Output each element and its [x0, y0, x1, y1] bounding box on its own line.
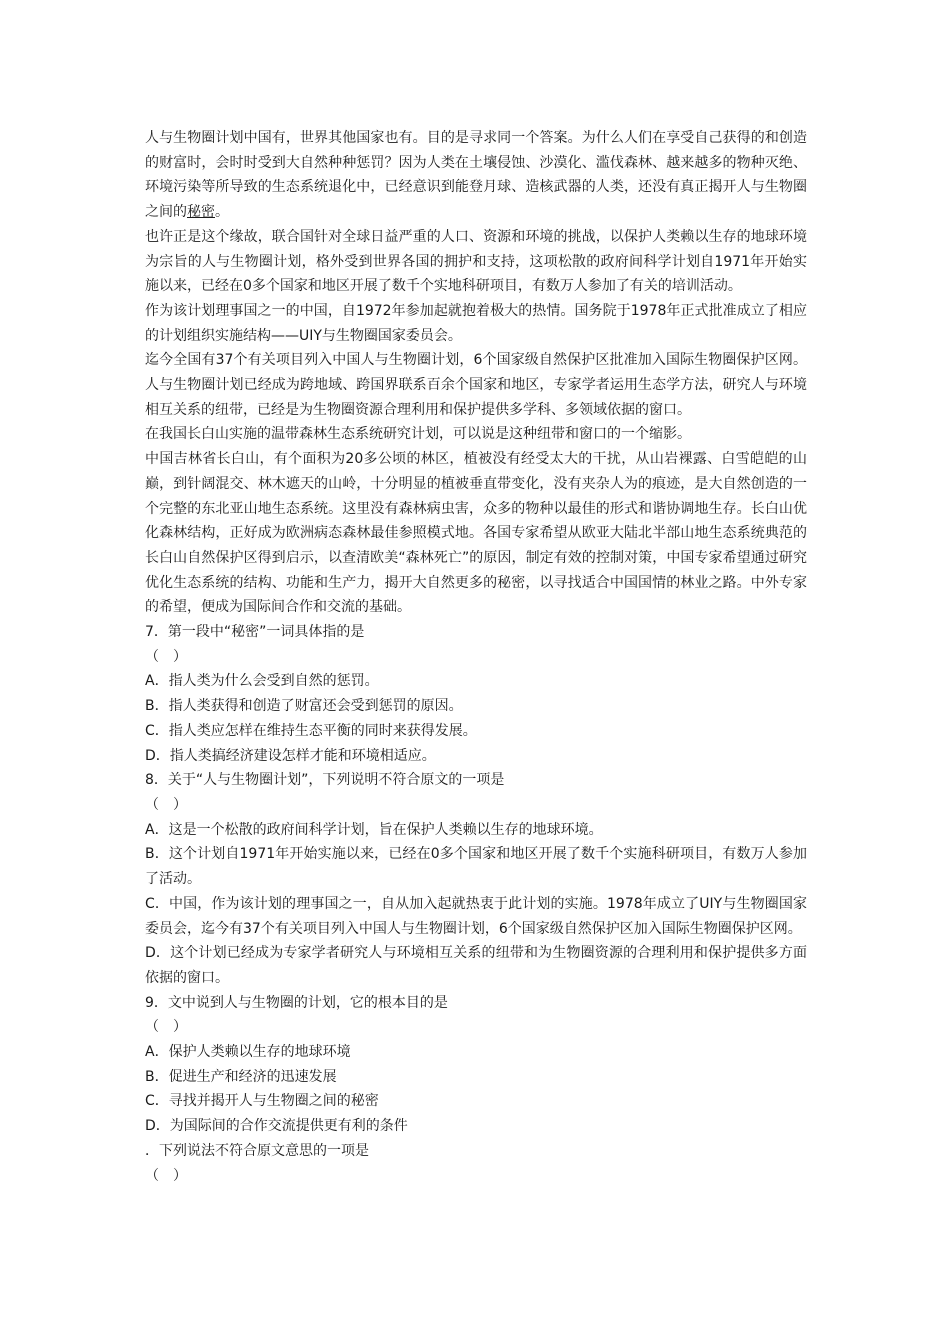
- question-10-blank: （ ）: [145, 1167, 187, 1184]
- question-9-option-b: B．促进生产和经济的迅速发展: [145, 1068, 337, 1085]
- paragraph-5: 在我国长白山实施的温带森林生态系统研究计划，可以说是这种纽带和窗口的一个缩影。: [145, 426, 691, 443]
- underlined-secret: 秘密: [187, 204, 215, 221]
- question-10-stem: ．下列说法不符合原文意思的一项是: [145, 1142, 369, 1159]
- paragraph-1-end: 。: [215, 204, 229, 221]
- question-7-option-b: B．指人类获得和创造了财富还会受到惩罚的原因。: [145, 698, 463, 715]
- question-7-stem: 7．第一段中“秘密”一词具体指的是: [145, 624, 365, 641]
- question-7-option-c: C．指人类应怎样在维持生态平衡的同时来获得发展。: [145, 722, 477, 739]
- question-7-blank: （ ）: [145, 648, 187, 665]
- question-9-option-a: A．保护人类赖以生存的地球环境: [145, 1044, 351, 1061]
- question-7-option-d: D．指人类搞经济建设怎样才能和环境相适应。: [145, 747, 436, 764]
- question-9-option-d: D．为国际间的合作交流提供更有利的条件: [145, 1118, 408, 1135]
- paragraph-1-text: 人与生物圈计划中国有，世界其他国家也有。目的是寻求同一个答案。为什么人们在享受自己获得的和创造的财富时，会时时受到大自然种种惩罚？因为人类在土壤侵蚀、沙漠化、滥伐森林、越来越多的物种灭绝、环境污染等所导致的生态系统退化中，已经意识到能登月球、造核武器的人类，还没有真正揭开人与生物圈之间的: [145, 130, 807, 221]
- question-8-option-c: C．中国，作为该计划的理事国之一，自从加入起就热衷于此计划的实施。1978年成立了UIY与生物圈国家委员会，迄今有37个有关项目列入中国人与生物圈计划，6个国家级自然保护区加入国际生物圈保护区网。: [145, 895, 807, 937]
- document-body: [145, 126, 807, 1188]
- question-8-option-a: A．这是一个松散的政府间科学计划，旨在保护人类赖以生存的地球环境。: [145, 821, 603, 838]
- question-9-option-c: C．寻找并揭开人与生物圈之间的秘密: [145, 1093, 379, 1110]
- paragraph-4: 迄今全国有37个有关项目列入中国人与生物圈计划，6个国家级自然保护区批准加入国际生物圈保护区网。人与生物圈计划已经成为跨地域、跨国界联系百余个国家和地区，专家学者运用生态学方法，研究人与环境相互关系的纽带，已经是为生物圈资源合理利用和保护提供多学科、多领域依据的窗口。: [145, 352, 807, 418]
- question-7-option-a: A．指人类为什么会受到自然的惩罚。: [145, 673, 379, 690]
- question-8-option-d: D．这个计划已经成为专家学者研究人与环境相互关系的纽带和为生物圈资源的合理利用和保护提供多方面依据的窗口。: [145, 945, 807, 986]
- paragraph-3: 作为该计划理事国之一的中国，自1972年参加起就抱着极大的热情。国务院于1978年正式批准成立了相应的计划组织实施结构——UIY与生物圈国家委员会。: [145, 302, 807, 344]
- paragraph-1: [145, 126, 807, 225]
- paragraph-2: 也许正是这个缘故，联合国针对全球日益严重的人口、资源和环境的挑战，以保护人类赖以生存的地球环境为宗旨的人与生物圈计划，格外受到世界各国的拥护和支持，这项松散的政府间科学计划自1971年开始实施以来，已经在0多个国家和地区开展了数千个实地科研项目，有数万人参加了有关的培训活动。: [145, 228, 807, 295]
- question-8-blank: （ ）: [145, 796, 187, 813]
- paragraph-6: 中国吉林省长白山，有个面积为20多公顷的林区，植被没有经受太大的干扰，从山岩裸露、白雪皑皑的山巅，到针阔混交、林木遮天的山岭，十分明显的植被垂直带变化，没有夹杂人为的痕迹，是大自然创造的一个完整的东北亚山地生态系统。这里没有森林病虫害，众多的物种以最佳的形式和谐协调地生存。长白山优化森林结构，正好成为欧洲病态森林最佳参照模式地。各国专家希望从欧亚大陆北半部山地生态系统典范的长白山自然保护区得到启示，以查清欧美“森林死亡”的原因，制定有效的控制对策，中国专家希望通过研究优化生态系统的结构、功能和生产力，揭开大自然更多的秘密，以寻找适合中国国情的林业之路。中外专家的希望，便成为国际间合作和交流的基础。: [145, 451, 807, 616]
- question-9-blank: （ ）: [145, 1019, 187, 1036]
- question-8-option-b: B．这个计划自1971年开始实施以来，已经在0多个国家和地区开展了数千个实施科研项目，有数万人参加了活动。: [145, 846, 807, 888]
- question-9-stem: 9．文中说到人与生物圈的计划，它的根本目的是: [145, 994, 448, 1011]
- question-8-stem: 8．关于“人与生物圈计划”，下列说明不符合原文的一项是: [145, 772, 505, 789]
